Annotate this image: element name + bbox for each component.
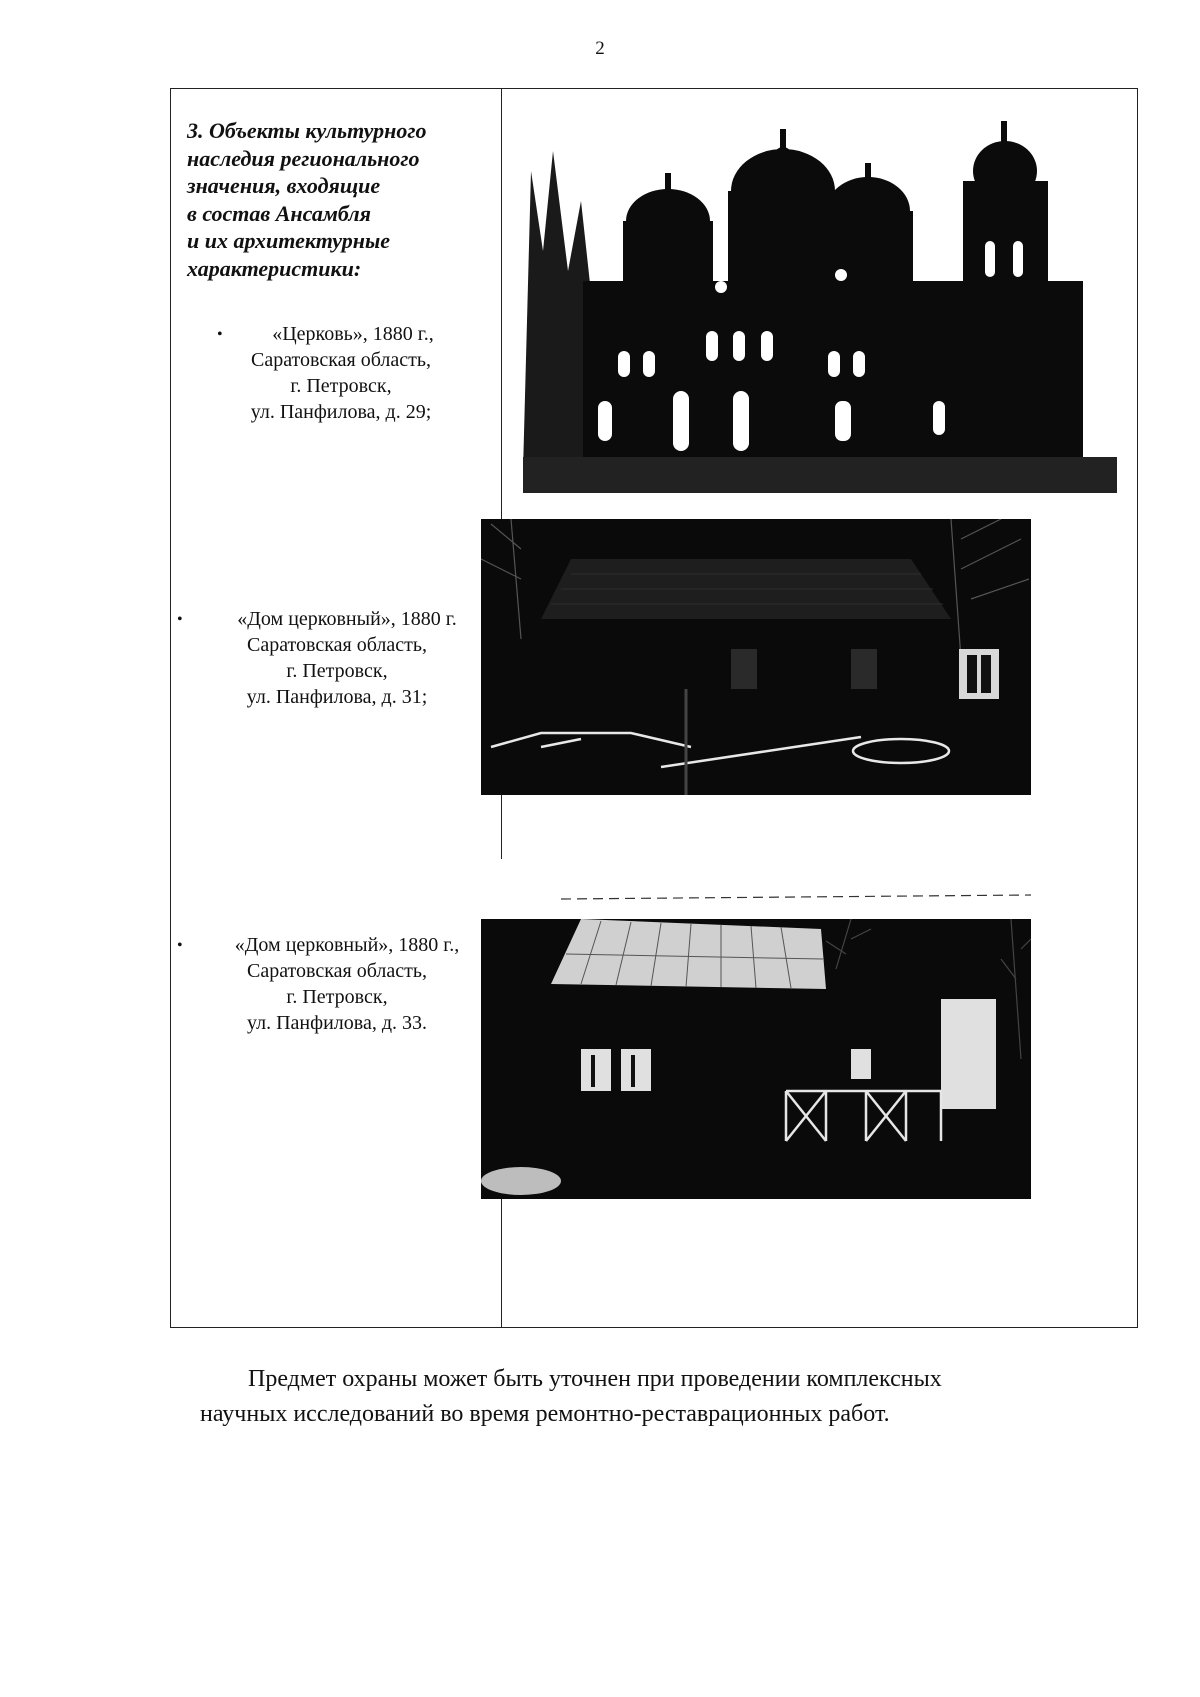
church-photo [523,111,1117,493]
object-title [177,606,497,632]
heading-line: и их архитектурные [187,228,390,253]
object-region: Саратовская область, [246,960,428,982]
object-title [177,932,497,958]
object-address: ул. Панфилова, д. 33. [247,1012,427,1034]
object-title [181,321,501,347]
church-house-31-photo [481,519,1031,795]
object-city: г. Петровск, [286,660,388,682]
page-number: 2 [595,38,605,59]
heading-line: характеристики: [187,255,362,281]
heading-line: значения, входящие [187,173,381,198]
object-title-text: «Церковь», 1880 г., [272,323,434,345]
bullet-icon: • [177,937,183,954]
object-city: г. Петровск, [290,375,392,397]
bullet-icon: • [177,611,183,628]
church-house-31-image [481,519,1031,795]
object-address: ул. Панфилова, д. 29; [250,401,432,423]
object-address: ул. Панфилова, д. 31; [246,686,428,708]
bullet-icon: • [217,326,223,343]
object-entry-house-33 [177,932,497,1036]
object-entry-house-31 [177,606,497,710]
object-title-text: «Дом церковный», 1880 г., [234,934,460,956]
footer-line-2: научных исследований во время ремонтно-реставрационных работ. [200,1401,890,1427]
heading-line: в состав Ансамбля [187,200,371,226]
footer-note [200,1362,1100,1432]
section-heading [187,117,487,282]
object-city: г. Петровск, [286,986,388,1008]
church-house-33-photo [481,859,1031,1199]
heading-line: 3. Объекты культурного [187,118,427,143]
church-house-33-image [481,859,1031,1199]
object-region: Саратовская область, [246,634,428,656]
object-title-text: «Дом церковный», 1880 г. [237,608,457,630]
object-region: Саратовская область, [250,349,432,371]
object-entry-church [181,321,501,425]
objects-table [170,88,1138,1328]
footer-line-1: Предмет охраны может быть уточнен при проведении комплексных [248,1366,942,1392]
church-silhouette-image [523,111,1117,493]
heading-line: наследия регионального [187,145,420,171]
